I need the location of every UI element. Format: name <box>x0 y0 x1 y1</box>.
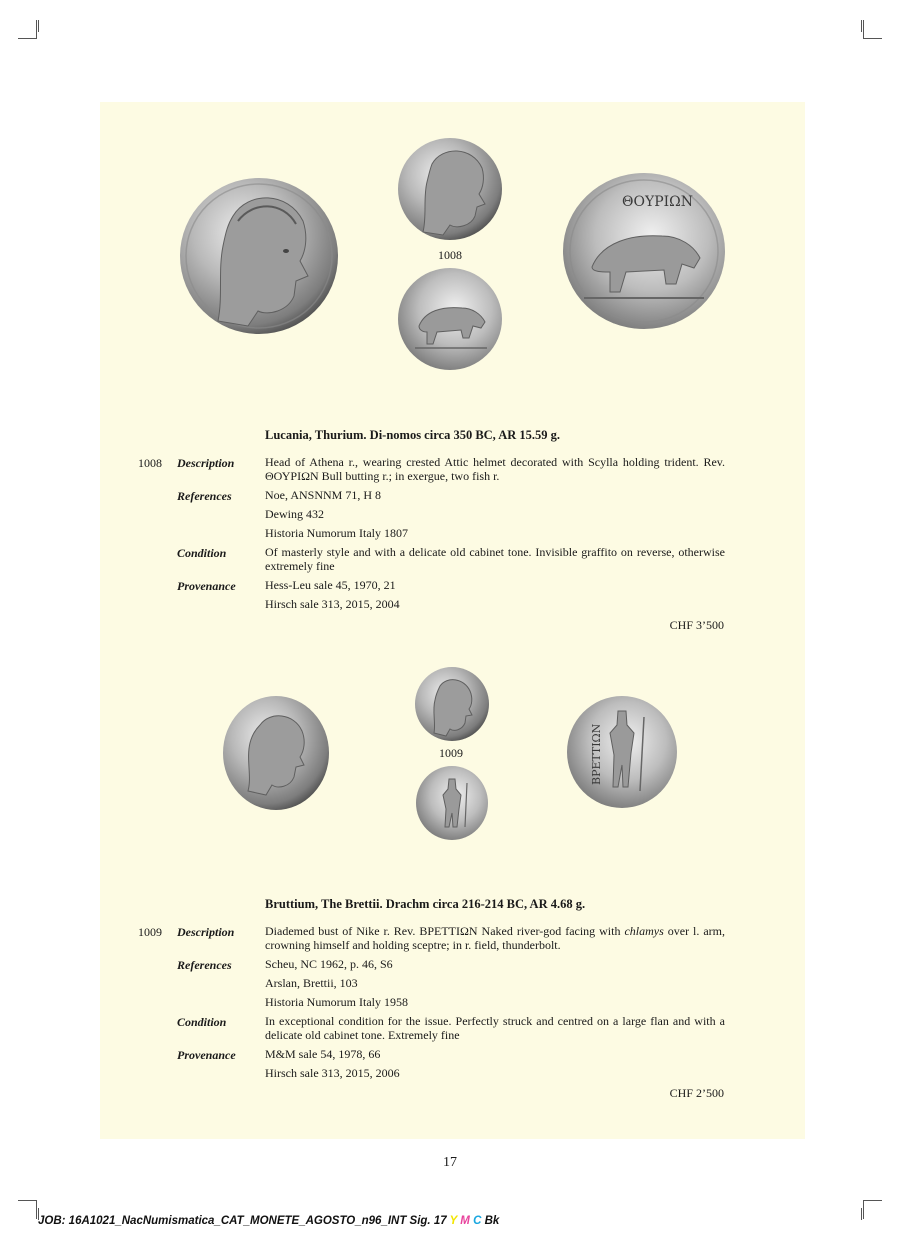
lot-1008-condition: Of masterly style and with a delicate old cabinet tone. Invisible graffito on reverse, otherwise extremely fine <box>265 545 725 573</box>
lot-1009-condition-label: Condition <box>177 1015 227 1029</box>
lot-1008-description-label: Description <box>177 456 235 470</box>
lot-1008-title: Lucania, Thurium. Di-nomos circa 350 BC, AR 15.59 g. <box>265 428 561 442</box>
crop-mark <box>861 1208 862 1220</box>
page-number: 17 <box>443 1155 457 1170</box>
coin-1009-reverse-small <box>415 765 489 841</box>
crop-mark <box>861 20 862 32</box>
crop-mark <box>863 20 882 39</box>
lot-1008-provenance: Hirsch sale 313, 2015, 2004 <box>265 597 400 611</box>
lot-1009-references-label: References <box>177 958 232 972</box>
coin-1008-obverse-small <box>397 136 503 242</box>
coin-1009-obverse-large <box>222 695 330 811</box>
coin-1009-image-number: 1009 <box>439 746 463 760</box>
lot-1008-number: 1008 <box>138 456 162 470</box>
crop-mark <box>18 20 37 39</box>
lot-1009-number: 1009 <box>138 925 162 939</box>
lot-1008-reference: Noe, ANSNNM 71, H 8 <box>265 488 382 502</box>
lot-1009-provenance: M&M sale 54, 1978, 66 <box>265 1047 381 1061</box>
lot-1008-condition-label: Condition <box>177 546 227 560</box>
lot-1008-description: Head of Athena r., wearing crested Attic helmet decorated with Scylla holding trident. Rev. ΘΟΥΡΙΩΝ Bull butting r.; in exergue, two fish r. <box>265 455 725 483</box>
lot-1008-price: CHF 3’500 <box>669 618 724 632</box>
lot-1008-references-label: References <box>177 489 232 503</box>
lot-1009-provenance: Hirsch sale 313, 2015, 2006 <box>265 1066 400 1080</box>
coin-1008-reverse-small <box>397 266 503 372</box>
coin-1008-image-number: 1008 <box>438 248 462 262</box>
coin-1008-legend: ΘΟΥΡΙΩΝ <box>622 194 694 210</box>
crop-mark <box>863 1200 882 1219</box>
crop-mark <box>18 1200 37 1219</box>
lot-1009-condition: In exceptional condition for the issue. Perfectly struck and centred on a large flan and with a delicate old cabinet tone. Extremely fine <box>265 1014 725 1042</box>
coin-1009-obverse-small <box>414 666 490 742</box>
lot-1008-provenance: Hess-Leu sale 45, 1970, 21 <box>265 578 396 592</box>
lot-1009-price: CHF 2’500 <box>669 1086 724 1100</box>
coin-1009-legend: ΒΡΕΤΤΙΩΝ <box>590 723 603 785</box>
lot-1009-reference: Historia Numorum Italy 1958 <box>265 995 408 1009</box>
lot-1008-provenance-label: Provenance <box>177 579 236 593</box>
lot-1009-description: Diademed bust of Nike r. Rev. ΒΡΕΤΤΙΩΝ Naked river-god facing with chlamys over l. arm, crowning himself and holding sceptre; in r. field, thunderbolt. <box>265 924 725 952</box>
lot-1009-reference: Arslan, Brettii, 103 <box>265 976 358 990</box>
lot-1008-reference: Historia Numorum Italy 1807 <box>265 526 408 540</box>
lot-1009-provenance-label: Provenance <box>177 1048 236 1062</box>
lot-1009-description-label: Description <box>177 925 235 939</box>
lot-1009-title: Bruttium, The Brettii. Drachm circa 216-214 BC, AR 4.68 g. <box>265 897 586 911</box>
lot-1008-reference: Dewing 432 <box>265 507 324 521</box>
lot-1009-reference: Scheu, NC 1962, p. 46, S6 <box>265 957 393 971</box>
crop-mark <box>38 20 39 32</box>
job-line: JOB: 16A1021_NacNumismatica_CAT_MONETE_AGOSTO_n96_INT Sig. 17 Y M C Bk <box>38 1215 500 1227</box>
coin-1008-reverse-large <box>562 172 726 330</box>
coin-1009-reverse-large <box>566 695 678 809</box>
coin-1008-obverse-large <box>178 176 340 336</box>
